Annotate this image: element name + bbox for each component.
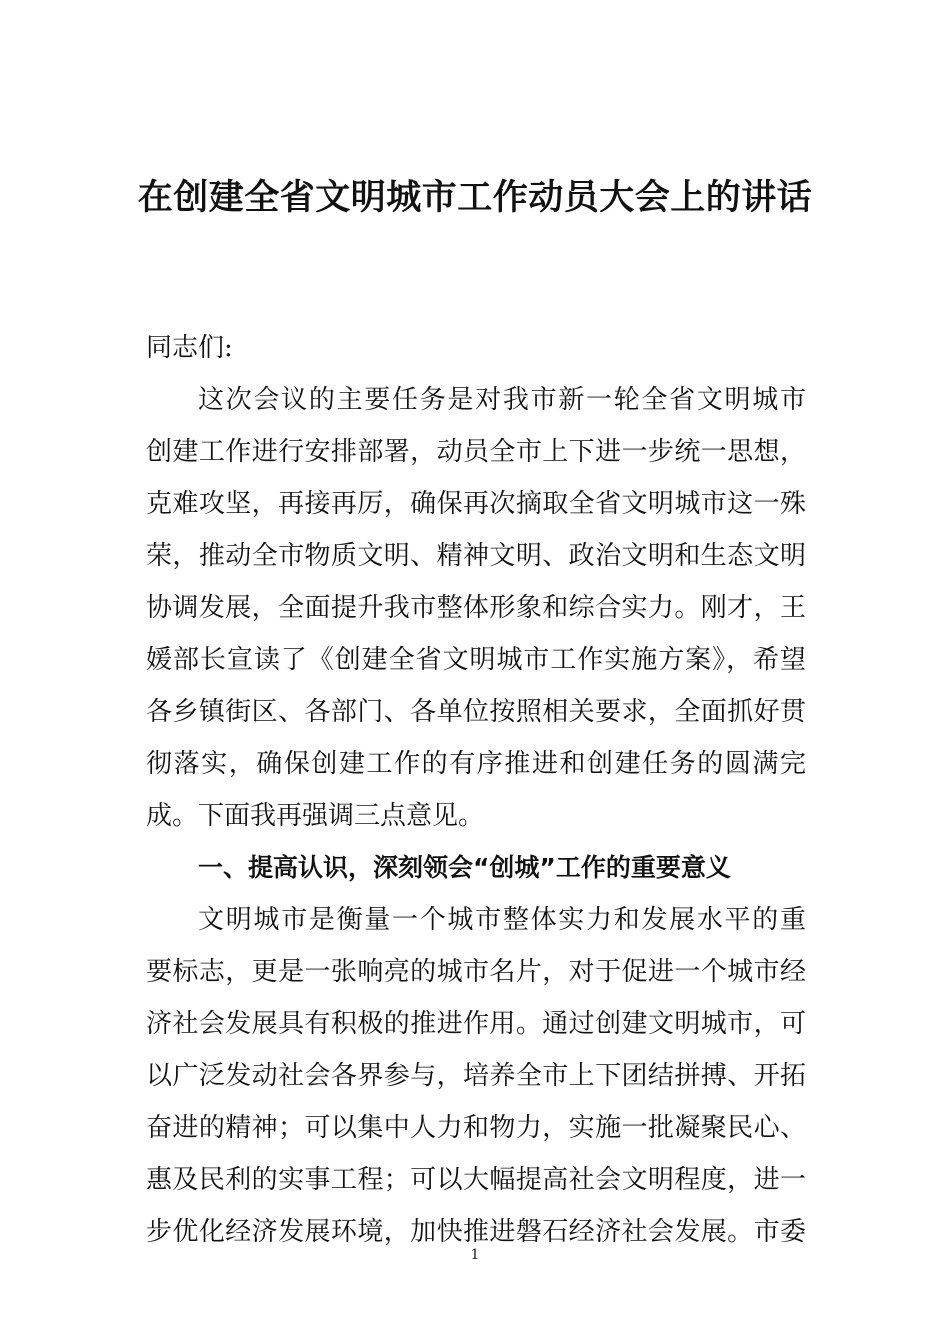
body-line: 奋进的精神；可以集中人力和物力，实施一批凝聚民心、 [146,1113,806,1143]
body-line: 这次会议的主要任务是对我市新一轮全省文明城市 [198,385,806,415]
body-line: 以广泛发动社会各界参与，培养全市上下团结拼搏、开拓 [146,1061,806,1091]
body-line: 步优化经济发展环境，加快推进磐石经济社会发展。市委 [146,1217,806,1247]
body-line: 协调发展，全面提升我市整体形象和综合实力。刚才，王 [146,593,806,623]
body-line: 成。下面我再强调三点意见。 [146,801,485,831]
section-heading: 一、提高认识，深刻领会“创城”工作的重要意义 [198,853,731,882]
page-number: 1 [470,1247,480,1263]
body-line: 各乡镇街区、各部门、各单位按照相关要求，全面抓好贯 [146,697,806,727]
document-body [146,322,806,1258]
body-line: 媛部长宣读了《创建全省文明城市工作实施方案》，希望 [146,645,806,675]
document-title: 在创建全省文明城市工作动员大会上的讲话 [137,178,813,218]
body-line: 惠及民利的实事工程；可以大幅提高社会文明程度，进一 [146,1165,806,1195]
body-line: 文明城市是衡量一个城市整体实力和发展水平的重 [198,905,806,935]
body-line: 荣，推动全市物质文明、精神文明、政治文明和生态文明 [146,541,806,571]
body-line: 彻落实，确保创建工作的有序推进和创建任务的圆满完 [146,749,806,779]
body-line: 要标志，更是一张响亮的城市名片，对于促进一个城市经 [146,957,806,987]
body-line: 同志们: [146,333,233,363]
body-line: 创建工作进行安排部署，动员全市上下进一步统一思想， [146,437,806,467]
body-line: 济社会发展具有积极的推进作用。通过创建文明城市，可 [146,1009,806,1039]
body-line: 克难攻坚，再接再厉，确保再次摘取全省文明城市这一殊 [146,489,806,519]
